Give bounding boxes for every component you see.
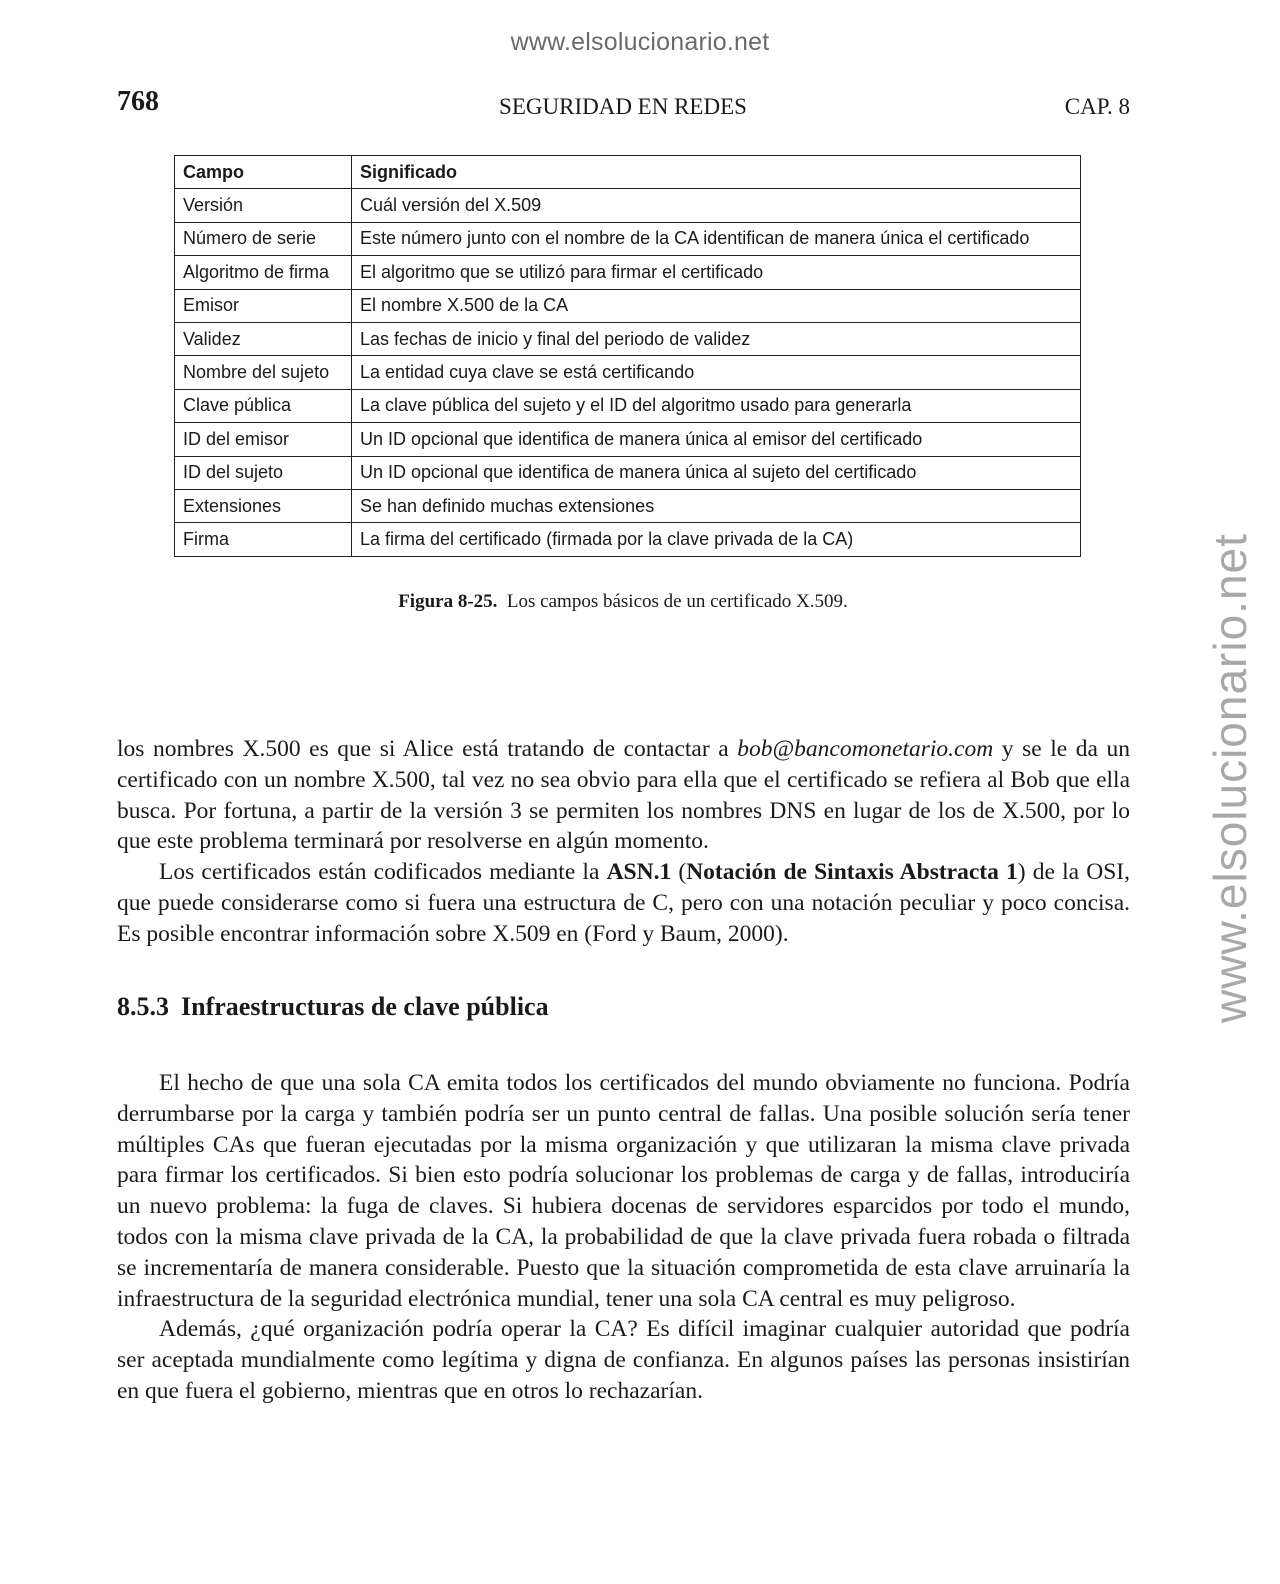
table-row bbox=[175, 489, 1081, 522]
cell-meaning: Cuál versión del X.509 bbox=[352, 189, 1081, 222]
cell-meaning: La clave pública del sujeto y el ID del algoritmo usado para generarla bbox=[352, 389, 1081, 422]
chapter-label: CAP. 8 bbox=[1064, 94, 1130, 119]
cell-field: Número de serie bbox=[175, 222, 352, 255]
paragraph-asn1 bbox=[117, 857, 1130, 949]
cell-meaning: Se han definido muchas extensiones bbox=[352, 489, 1081, 522]
section-heading bbox=[117, 992, 549, 1022]
paragraph-single-ca: El hecho de que una sola CA emita todos los certificados del mundo obviamente no funciona. Podría derrumbarse por la carga y también podría ser un punto central de fallas. Una posible solución sería tener múltiples CAs que fueran ejecutadas por la misma organización y que utilizaran la misma clave privada para firmar los certificados. Si bien esto podría solucionar los problemas de carga y de fallas, introduciría un nuevo problema: la fuga de claves. Si hubiera docenas de servidores esparcidos por todo el mundo, todos con la misma clave privada de la CA, la probabilidad de que la clave privada fuera robada o filtrada se incrementaría de manera considerable. Puesto que la situación comprometida de esta clave arruinaría la infraestructura de la seguridad electrónica mundial, tener una sola CA central es muy peligroso. bbox=[117, 1070, 1130, 1312]
paragraph-text: ( bbox=[671, 859, 687, 886]
x509-fields-table bbox=[174, 155, 1081, 557]
table-row bbox=[175, 256, 1081, 289]
cell-meaning: El algoritmo que se utilizó para firmar el certificado bbox=[352, 256, 1081, 289]
body-text-top bbox=[117, 734, 1130, 950]
watermark-side: www.elsolucionario.net bbox=[1204, 533, 1256, 1023]
watermark-top: www.elsolucionario.net bbox=[510, 28, 770, 56]
cell-field: Nombre del sujeto bbox=[175, 356, 352, 389]
cell-meaning: La firma del certificado (firmada por la clave privada de la CA) bbox=[352, 523, 1081, 556]
cell-field: Algoritmo de firma bbox=[175, 256, 352, 289]
paragraph-continuation bbox=[117, 734, 1130, 857]
table-row bbox=[175, 356, 1081, 389]
figure-caption-text: Los campos básicos de un certificado X.509. bbox=[506, 591, 848, 612]
table-header-row bbox=[175, 156, 1081, 189]
section-title: Infraestructuras de clave pública bbox=[181, 992, 549, 1021]
paragraph-text: los nombres X.500 es que si Alice está tratando de contactar a bbox=[117, 736, 738, 762]
cell-meaning: La entidad cuya clave se está certificando bbox=[352, 356, 1081, 389]
cell-meaning: Un ID opcional que identifica de manera única al sujeto del certificado bbox=[352, 456, 1081, 489]
table-row bbox=[175, 389, 1081, 422]
cell-meaning: Este número junto con el nombre de la CA identifican de manera única el certificado bbox=[352, 222, 1081, 255]
running-title: SEGURIDAD EN REDES bbox=[499, 94, 747, 119]
term-asn1: ASN.1 bbox=[606, 859, 672, 886]
table-row bbox=[175, 456, 1081, 489]
paragraph-organization: Además, ¿qué organización podría operar la CA? Es difícil imaginar cualquier autoridad que podría ser aceptada mundialmente como legítima y digna de confianza. En algunos países las personas insistirían en que fuera el gobierno, mientras que en otros lo rechazarían. bbox=[117, 1316, 1130, 1404]
paragraph-text: y se le da un certificado con un nombre X.500, tal vez no sea obvio para ella que el certificado se refiera al Bob que ella busca. Por fortuna, a partir de la versión 3 se permiten los nombres DNS en lugar de los de X.500, por lo que este problema terminará por resolverse en algún momento. bbox=[117, 736, 1130, 855]
paragraph-text: Los certificados están codificados mediante la bbox=[159, 859, 607, 886]
cell-field: Validez bbox=[175, 322, 352, 355]
cell-meaning: Un ID opcional que identifica de manera única al emisor del certificado bbox=[352, 423, 1081, 456]
paragraph-text: ) de la OSI, que puede considerarse como si fuera una estructura de C, pero con una notación peculiar y poco concisa. Es posible encontrar información sobre X.509 en (Ford y Baum, 2000). bbox=[117, 859, 1130, 947]
cell-field: Clave pública bbox=[175, 389, 352, 422]
table-row bbox=[175, 523, 1081, 556]
header-field: Campo bbox=[175, 156, 352, 189]
table-row bbox=[175, 189, 1081, 222]
cell-field: Versión bbox=[175, 189, 352, 222]
page-number: 768 bbox=[117, 86, 159, 117]
figure-label: Figura 8-25. bbox=[398, 591, 498, 612]
email-address: bob@bancomonetario.com bbox=[737, 736, 994, 762]
cell-field: ID del emisor bbox=[175, 423, 352, 456]
table-row bbox=[175, 289, 1081, 322]
figure-caption bbox=[0, 591, 1246, 613]
table-row bbox=[175, 322, 1081, 355]
cell-field: Emisor bbox=[175, 289, 352, 322]
table-row bbox=[175, 423, 1081, 456]
header-meaning: Significado bbox=[352, 156, 1081, 189]
cell-meaning: Las fechas de inicio y final del periodo de validez bbox=[352, 322, 1081, 355]
cell-field: Extensiones bbox=[175, 489, 352, 522]
body-text-bottom bbox=[117, 1068, 1130, 1407]
cell-field: ID del sujeto bbox=[175, 456, 352, 489]
cell-meaning: El nombre X.500 de la CA bbox=[352, 289, 1081, 322]
term-expansion: Notación de Sintaxis Abstracta 1 bbox=[686, 859, 1018, 886]
cell-field: Firma bbox=[175, 523, 352, 556]
table-row bbox=[175, 222, 1081, 255]
section-number: 8.5.3 bbox=[117, 992, 169, 1021]
